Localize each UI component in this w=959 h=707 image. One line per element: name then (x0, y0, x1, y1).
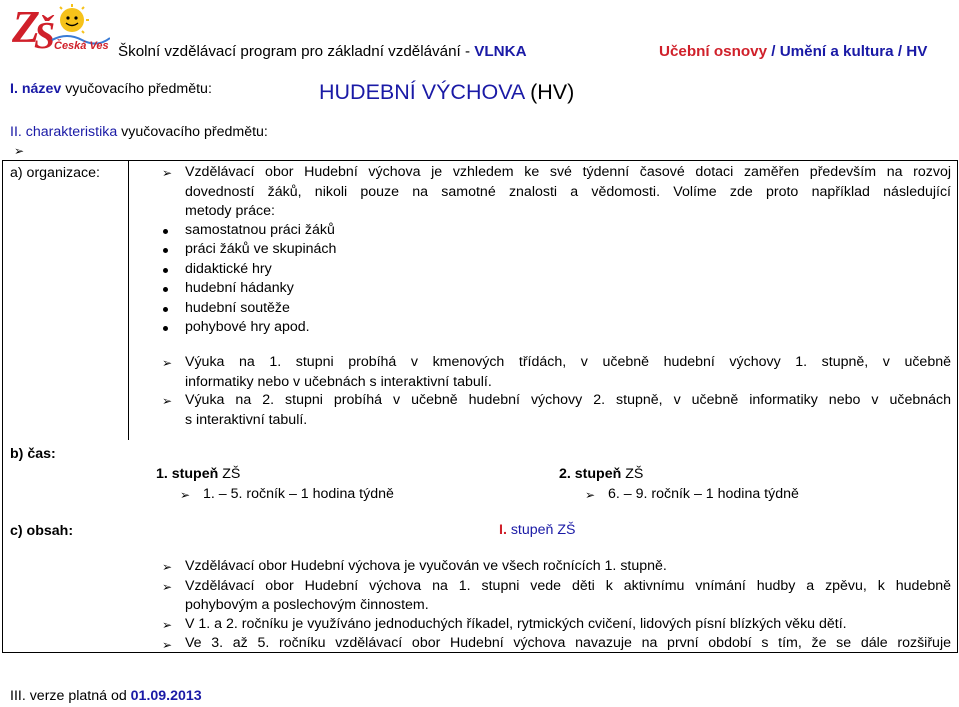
section-path (659, 43, 927, 60)
cas-left-heading-bold: 1. stupeň (156, 466, 219, 482)
obsah-heading (499, 522, 576, 538)
bullet-icon (163, 268, 168, 273)
subject-title (319, 80, 574, 105)
characteristics-label-prefix: II. charakteristika (10, 124, 118, 140)
bullet-icon (163, 287, 168, 292)
subject-label-rest: vyučovacího předmětu: (61, 81, 212, 97)
arrow-bullet-icon: ➢ (162, 166, 173, 180)
organizace-paragraph-line: Výuka na 2. stupni probíhá v učebně hudební výchovy 2. stupně, v učebně informatiky nebo v učebnách (185, 392, 951, 408)
arrow-bullet-icon: ➢ (162, 580, 173, 594)
cas-right-heading (559, 466, 643, 482)
subject-label-prefix: I. název (10, 81, 62, 97)
method-item: hudební soutěže (185, 300, 290, 316)
obsah-item-line: Vzdělávací obor Hudební výchova na 1. stupni vede děti k aktivnímu vnímání hudby a zpěvu, k hudebně (185, 578, 951, 594)
obsah-item-line: pohybovým a poslechovým činnostem. (185, 597, 429, 613)
characteristics-label (10, 124, 268, 140)
organizace-paragraph-line: s interaktivní tabulí. (185, 412, 308, 428)
organizace-paragraph-line: dovedností žáků, nikoli pouze na samotné znalosti a vědomosti. Volíme zde proto například následující (185, 184, 951, 200)
subject-label (10, 81, 212, 97)
school-logo (12, 2, 110, 58)
svg-text:Š: Š (34, 15, 56, 57)
footer-version-date: 01.09.2013 (130, 688, 202, 704)
cas-left-item: 1. – 5. ročník – 1 hodina týdně (203, 486, 394, 502)
arrow-bullet-icon: ➢ (180, 488, 191, 502)
method-item: pohybové hry apod. (185, 319, 310, 335)
section-accent: Učební osnovy (659, 43, 768, 60)
bullet-icon (163, 326, 168, 331)
method-item: hudební hádanky (185, 280, 294, 296)
cas-left-heading-rest: ZŠ (218, 466, 241, 482)
characteristics-label-rest: vyučovacího předmětu: (117, 124, 268, 140)
arrow-bullet-icon: ➢ (585, 488, 596, 502)
obsah-heading-bold: I. (499, 522, 507, 538)
organizace-paragraph-line: Výuka na 1. stupni probíhá v kmenových třídách, v učebně hudební výchovy 1. stupně, v učebně (185, 354, 951, 370)
obsah-label: c) obsah: (10, 523, 74, 539)
bullet-icon (163, 229, 168, 234)
arrow-bullet-icon: ➢ (162, 618, 173, 632)
method-item: samostatnou práci žáků (185, 222, 335, 238)
program-name: VLNKA (474, 43, 527, 60)
section-rest: / Umění a kultura / HV (767, 43, 928, 60)
organizace-paragraph-line: metody práce: (185, 203, 275, 219)
method-item: didaktické hry (185, 261, 272, 277)
bullet-icon (163, 248, 168, 253)
subject-title-main: HUDEBNÍ VÝCHOVA (319, 80, 525, 104)
arrow-bullet-icon: ➢ (162, 638, 173, 652)
arrow-bullet-icon: ➢ (162, 394, 173, 408)
arrow-bullet-icon: ➢ (162, 356, 173, 370)
footer-version (10, 688, 202, 704)
organizace-label: a) organizace: (10, 165, 100, 181)
arrow-bullet-icon: ➢ (162, 560, 173, 574)
program-title (118, 43, 527, 60)
cas-right-heading-bold: 2. stupeň (559, 466, 622, 482)
cas-left-heading (156, 466, 240, 482)
cas-label: b) čas: (10, 446, 56, 462)
arrow-bullet-icon: ➢ (14, 144, 25, 158)
obsah-item-line: Ve 3. až 5. ročníku vzdělávací obor Hudební výchova navazuje na první období s tím, že se dále rozšiřuje (185, 635, 951, 651)
obsah-heading-rest: stupeň ZŠ (506, 522, 576, 538)
footer-version-text: III. verze platná od (10, 688, 131, 704)
organizace-paragraph-line: informatiky nebo v učebnách s interaktivní tabulí. (185, 374, 492, 390)
subject-title-abbr: (HV) (524, 80, 575, 104)
method-item: práci žáků ve skupinách (185, 241, 337, 257)
obsah-item-line: V 1. a 2. ročníku je využíváno jednoduchých říkadel, rytmických cvičení, lidových písní blízkých věku dětí. (185, 616, 847, 632)
cas-right-heading-rest: ZŠ (621, 466, 644, 482)
bullet-icon (163, 307, 168, 312)
svg-text:Z: Z (12, 2, 41, 52)
organizace-paragraph-line: Vzdělávací obor Hudební výchova je vzhledem ke své týdenní časové dotaci zaměřen především na rozvoj (185, 164, 951, 180)
program-title-text: Školní vzdělávací program pro základní vzdělávání - (118, 43, 475, 60)
cas-right-item: 6. – 9. ročník – 1 hodina týdně (608, 486, 799, 502)
logo-subtitle: Česká Ves (54, 40, 109, 52)
table-column-divider (128, 160, 129, 440)
obsah-item-line: Vzdělávací obor Hudební výchova je vyučován ve všech ročnících 1. stupně. (185, 558, 667, 574)
